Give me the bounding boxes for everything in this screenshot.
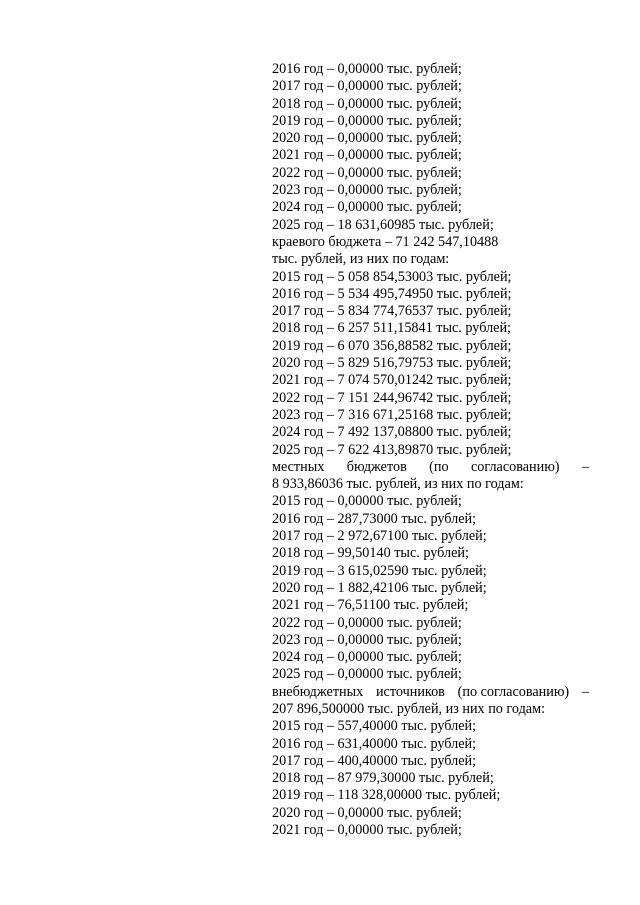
text-line: 2020 год – 0,00000 тыс. рублей;	[272, 804, 462, 821]
heading-word: (по согласованию)	[457, 683, 570, 700]
text-line: 2025 год – 0,00000 тыс. рублей;	[272, 666, 462, 683]
text-line: тыс. рублей, из них по годам:	[272, 251, 450, 268]
text-line: 2019 год – 118 328,00000 тыс. рублей;	[272, 787, 501, 804]
text-line: 2024 год – 0,00000 тыс. рублей;	[272, 199, 462, 216]
text-line: 2018 год – 6 257 511,15841 тыс. рублей;	[272, 320, 511, 337]
text-line: 2023 год – 0,00000 тыс. рублей;	[272, 631, 462, 648]
text-line: 2017 год – 2 972,67100 тыс. рублей;	[272, 528, 487, 545]
text-line: 2021 год – 76,51100 тыс. рублей;	[272, 597, 469, 614]
text-line: 2025 год – 7 622 413,89870 тыс. рублей;	[272, 441, 512, 458]
text-line: 2016 год – 5 534 495,74950 тыс. рублей;	[272, 285, 512, 302]
text-line: 2016 год – 287,73000 тыс. рублей;	[272, 510, 477, 527]
text-line: 2022 год – 0,00000 тыс. рублей;	[272, 164, 462, 181]
text-line: 2017 год – 400,40000 тыс. рублей;	[272, 752, 477, 769]
text-line: 2024 год – 0,00000 тыс. рублей;	[272, 649, 462, 666]
text-line: 2023 год – 0,00000 тыс. рублей;	[272, 182, 462, 199]
text-line: 2018 год – 87 979,30000 тыс. рублей;	[272, 770, 494, 787]
text-line: 8 933,86036 тыс. рублей, из них по годам:	[272, 476, 524, 493]
text-line: 207 896,500000 тыс. рублей, из них по годам:	[272, 700, 546, 717]
text-line: 2019 год – 6 070 356,88582 тыс. рублей;	[272, 337, 512, 354]
text-line: 2021 год – 0,00000 тыс. рублей;	[272, 822, 462, 839]
local-budgets-heading	[272, 459, 589, 476]
heading-word: –	[581, 458, 589, 475]
text-line: 2018 год – 99,50140 тыс. рублей;	[272, 545, 469, 562]
text-line: 2022 год – 0,00000 тыс. рублей;	[272, 614, 462, 631]
text-line: 2019 год – 3 615,02590 тыс. рублей;	[272, 562, 487, 579]
heading-word: согласованию)	[470, 458, 560, 475]
text-line: 2017 год – 0,00000 тыс. рублей;	[272, 78, 462, 95]
text-line: 2021 год – 0,00000 тыс. рублей;	[272, 147, 462, 164]
text-line: 2016 год – 0,00000 тыс. рублей;	[272, 61, 462, 77]
text-line: 2023 год – 7 316 671,25168 тыс. рублей;	[272, 406, 512, 423]
text-line: 2017 год – 5 834 774,76537 тыс. рублей;	[272, 303, 512, 320]
text-line: 2025 год – 18 631,60985 тыс. рублей;	[272, 216, 494, 233]
text-line: 2015 год – 0,00000 тыс. рублей;	[272, 493, 462, 510]
funding-text-column	[272, 61, 589, 839]
text-line: 2019 год – 0,00000 тыс. рублей;	[272, 112, 462, 129]
text-line: 2015 год – 5 058 854,53003 тыс. рублей;	[272, 268, 512, 285]
heading-word: –	[581, 683, 589, 700]
text-line: 2015 год – 557,40000 тыс. рублей;	[272, 718, 477, 735]
text-line: 2022 год – 7 151 244,96742 тыс. рублей;	[272, 389, 512, 406]
heading-word: источников	[375, 683, 445, 700]
heading-word: бюджетов	[346, 458, 407, 475]
text-line: 2024 год – 7 492 137,08800 тыс. рублей;	[272, 424, 512, 441]
regional-budget-heading: краевого бюджета – 71 242 547,10488	[272, 233, 499, 250]
extrabudgetary-heading	[272, 684, 589, 701]
text-line: 2020 год – 0,00000 тыс. рублей;	[272, 130, 462, 147]
heading-word: внебюджетных	[272, 683, 364, 700]
text-line: 2020 год – 1 882,42106 тыс. рублей;	[272, 579, 487, 596]
text-line: 2016 год – 631,40000 тыс. рублей;	[272, 735, 477, 752]
heading-word: (по	[429, 458, 449, 475]
text-line: 2021 год – 7 074 570,01242 тыс. рублей;	[272, 372, 512, 389]
heading-word: местных	[272, 458, 325, 475]
text-line: 2020 год – 5 829 516,79753 тыс. рублей;	[272, 355, 512, 372]
text-line: 2018 год – 0,00000 тыс. рублей;	[272, 95, 462, 112]
